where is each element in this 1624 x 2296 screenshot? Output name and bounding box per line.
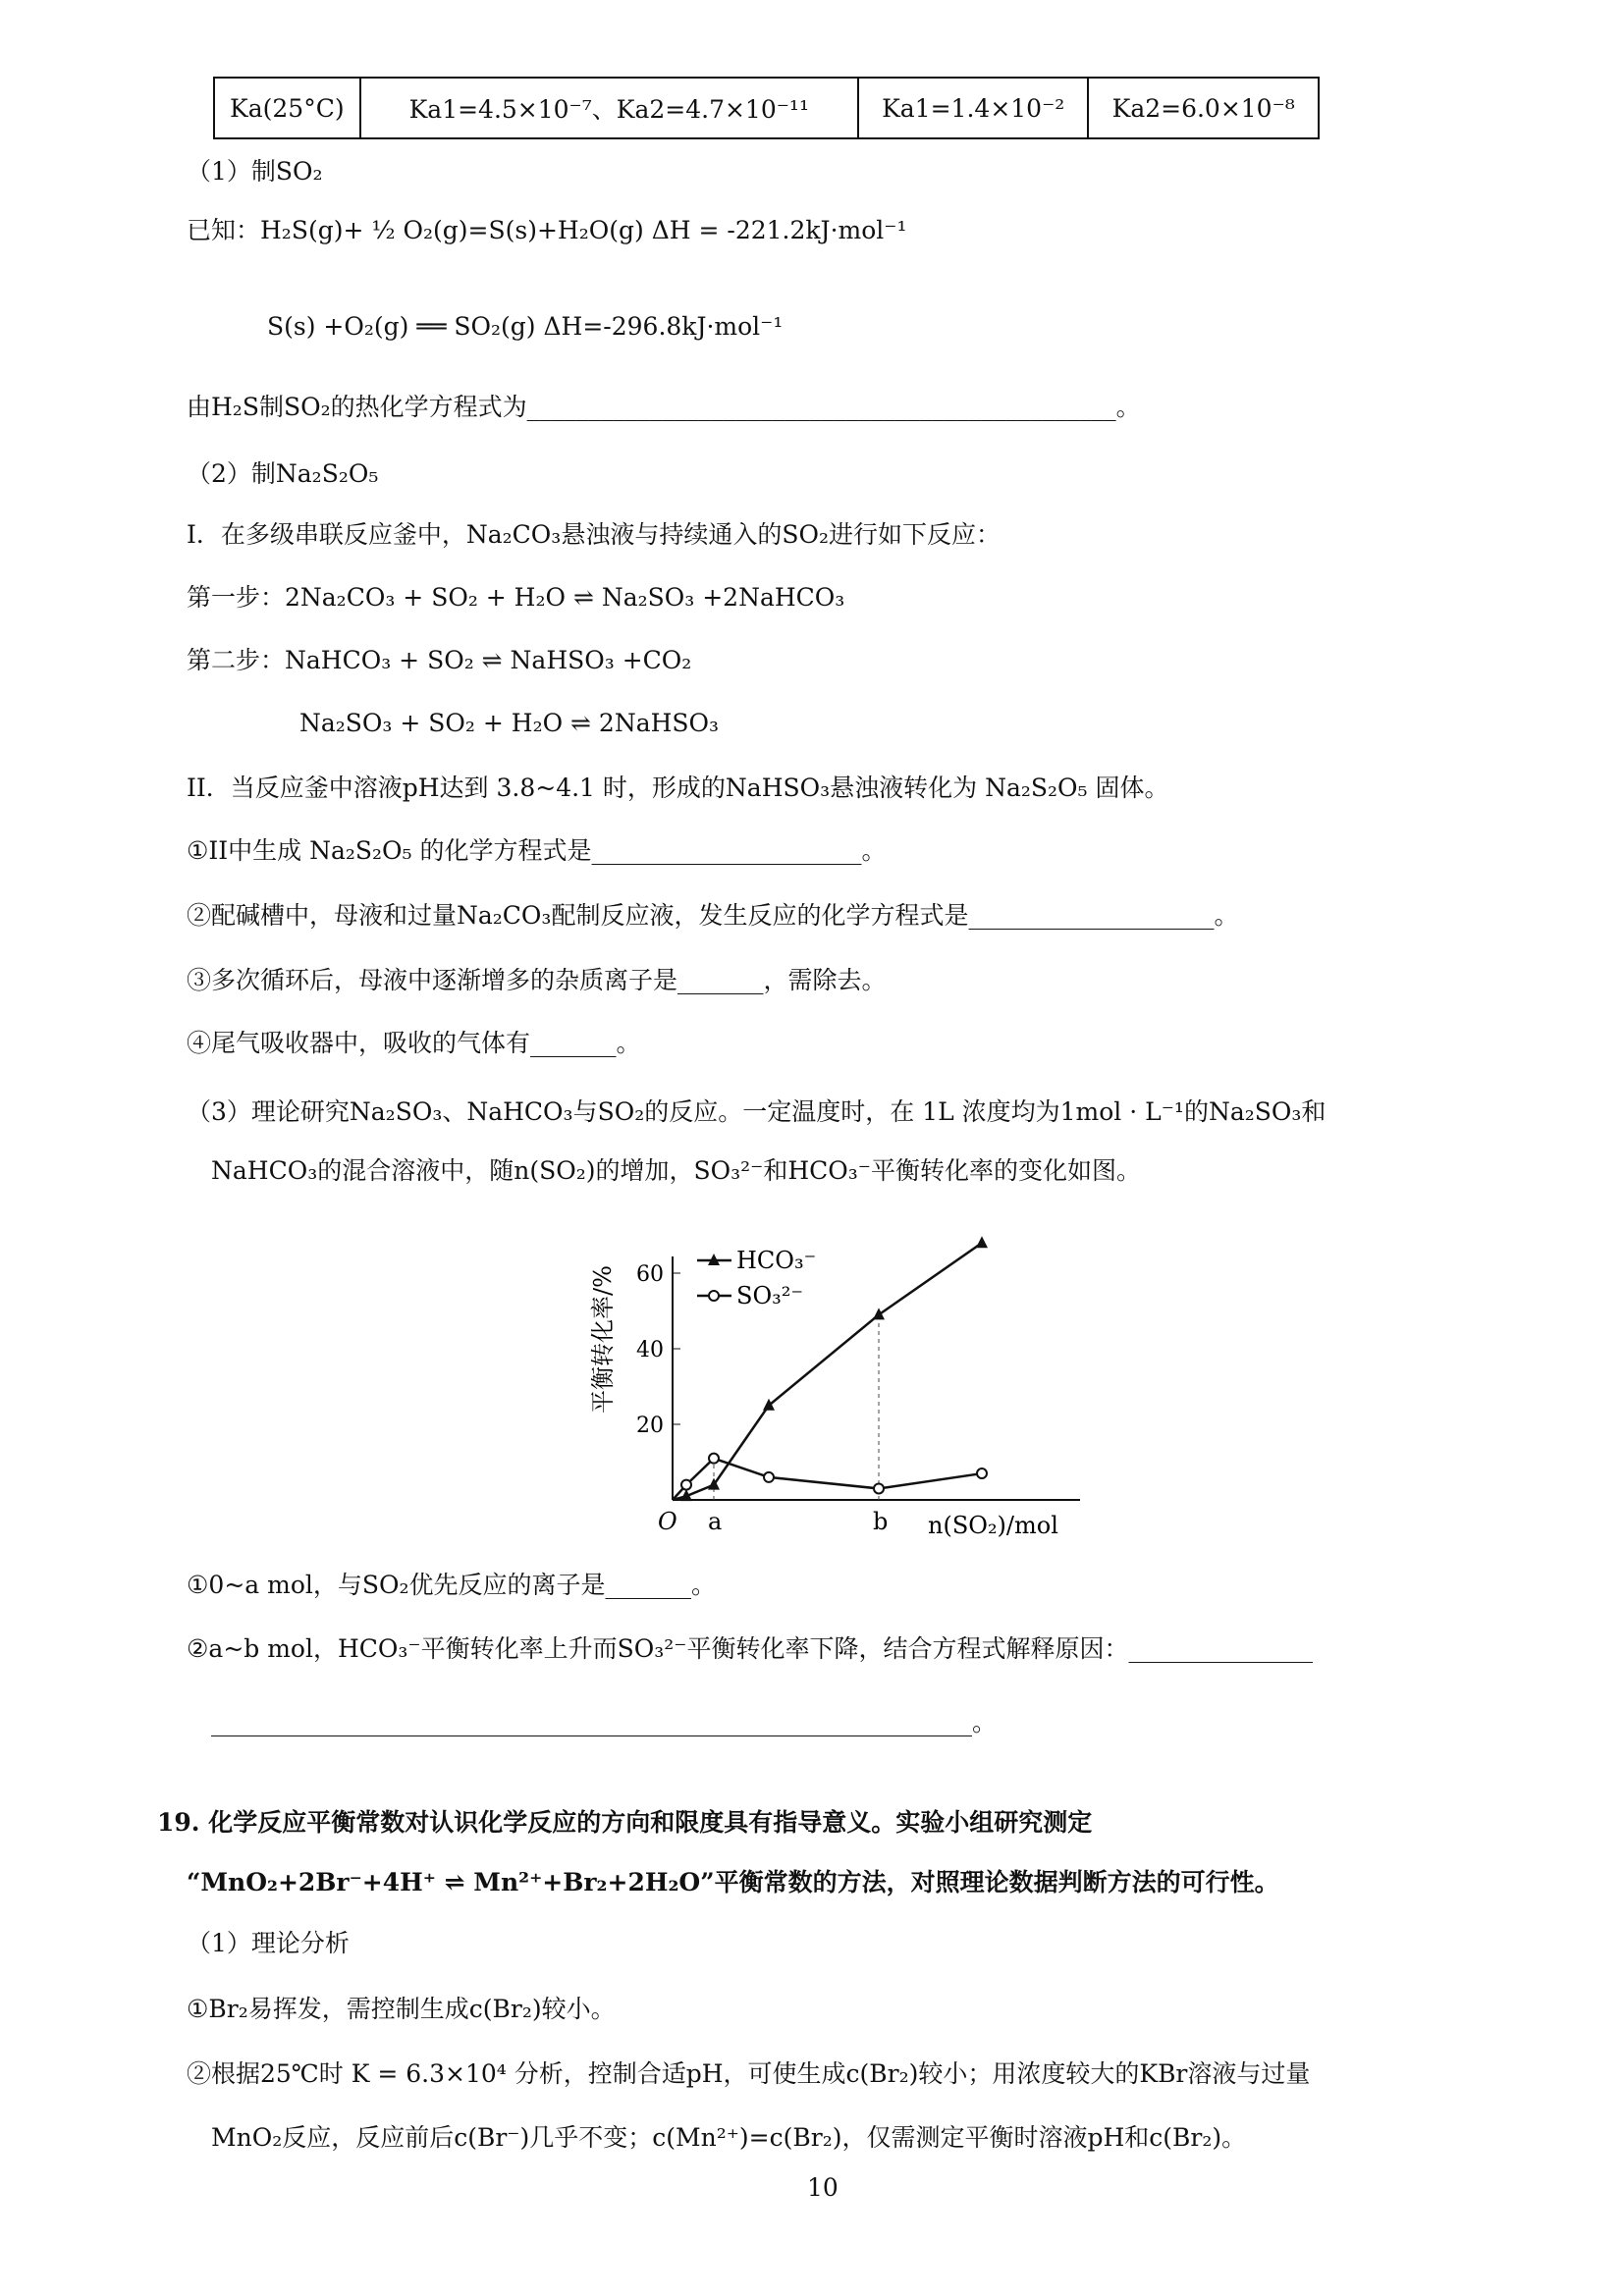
circle-marker: [764, 1472, 774, 1482]
circle-marker: [709, 1454, 719, 1464]
text-line: （3）理论研究Na₂SO₃、NaHCO₃与SO₂的反应。一定温度时，在 1L 浓度均为1mol · L⁻¹的Na₂SO₃和: [187, 1097, 1326, 1126]
legend-so3: SO₃²⁻: [736, 1282, 804, 1309]
x-label: n(SO₂)/mol: [928, 1512, 1058, 1539]
text-line: ④尾气吸收器中，吸收的气体有_______。: [187, 1029, 641, 1057]
text-line: I．在多级串联反应釜中，Na₂CO₃悬浊液与持续通入的SO₂进行如下反应：: [187, 520, 1001, 549]
triangle-marker: [873, 1308, 885, 1319]
text-line: II．当反应釜中溶液pH达到 3.8~4.1 时，形成的NaHSO₃悬浊液转化为 Na₂S₂O₅ 固体。: [187, 774, 1169, 802]
text-line: （2）制Na₂S₂O₅: [187, 459, 379, 488]
y-tick-label: 60: [636, 1262, 664, 1287]
conversion-chart: [589, 1217, 1100, 1551]
cell: Ka(25°C): [214, 78, 360, 138]
origin: O: [658, 1508, 677, 1535]
triangle-marker: [763, 1399, 775, 1411]
text-line: ______________________________________________________________。: [211, 1708, 998, 1736]
text-line: （1）理论分析: [187, 1929, 350, 1957]
text-line: ①Br₂易挥发，需控制生成c(Br₂)较小。: [187, 1995, 616, 2023]
text-line: 已知：H₂S(g)+ ½ O₂(g)=S(s)+H₂O(g) ΔH = -221.2kJ·mol⁻¹: [187, 216, 907, 244]
text-line: S(s) +O₂(g) ══ SO₂(g) ΔH=-296.8kJ·mol⁻¹: [267, 312, 784, 341]
y-tick-label: 40: [636, 1338, 664, 1362]
cell: Ka1=4.5×10⁻⁷、Ka2=4.7×10⁻¹¹: [360, 78, 858, 138]
x-tick-label: b: [873, 1508, 889, 1535]
text-line: ①II中生成 Na₂S₂O₅ 的化学方程式是______________________。: [187, 836, 887, 865]
x-tick-label: a: [708, 1508, 723, 1535]
y-tick-label: 20: [636, 1414, 664, 1438]
y-label: 平衡转化率/%: [589, 1265, 617, 1414]
triangle-marker: [976, 1236, 988, 1248]
text-line: ②根据25℃时 K = 6.3×10⁴ 分析，控制合适pH，可使生成c(Br₂)较小；用浓度较大的KBr溶液与过量: [187, 2059, 1311, 2088]
text-line: ②a~b mol，HCO₃⁻平衡转化率上升而SO₃²⁻平衡转化率下降，结合方程式解释原因：_______________: [187, 1634, 1313, 1663]
cell: Ka2=6.0×10⁻⁸: [1088, 78, 1319, 138]
text-line: ②配碱槽中，母液和过量Na₂CO₃配制反应液，发生反应的化学方程式是____________________。: [187, 901, 1239, 930]
text-line: （1）制SO₂: [187, 157, 323, 186]
text-line: ③多次循环后，母液中逐渐增多的杂质离子是_______，需除去。: [187, 966, 887, 994]
text-line: 10: [807, 2173, 839, 2202]
circle-marker: [874, 1483, 884, 1493]
cell: Ka1=1.4×10⁻²: [858, 78, 1089, 138]
ka-table: [213, 77, 1320, 139]
text-line: “MnO₂+2Br⁻+4H⁺ ⇌ Mn²⁺+Br₂+2H₂O”平衡常数的方法，对照理论数据判断方法的可行性。: [187, 1868, 1279, 1896]
text-line: 19. 化学反应平衡常数对认识化学反应的方向和限度具有指导意义。实验小组研究测定: [157, 1808, 1093, 1837]
text-line: ①0~a mol，与SO₂优先反应的离子是_______。: [187, 1571, 717, 1599]
legend-hco3: HCO₃⁻: [736, 1247, 817, 1274]
legend-circle: [709, 1291, 719, 1301]
text-line: 第二步：NaHCO₃ + SO₂ ⇌ NaHSO₃ +CO₂: [187, 646, 692, 674]
text-line: MnO₂反应，反应前后c(Br⁻)几乎不变；c(Mn²⁺)=c(Br₂)，仅需测定平衡时溶液pH和c(Br₂)。: [211, 2123, 1247, 2152]
circle-marker: [977, 1468, 987, 1478]
circle-marker: [681, 1480, 691, 1490]
text-line: 第一步：2Na₂CO₃ + SO₂ + H₂O ⇌ Na₂SO₃ +2NaHCO₃: [187, 583, 845, 612]
text-line: Na₂SO₃ + SO₂ + H₂O ⇌ 2NaHSO₃: [299, 709, 720, 737]
text-line: 由H₂S制SO₂的热化学方程式为________________________________________________。: [187, 393, 1141, 421]
text-line: NaHCO₃的混合溶液中，随n(SO₂)的增加，SO₃²⁻和HCO₃⁻平衡转化率的变化如图。: [211, 1156, 1141, 1185]
